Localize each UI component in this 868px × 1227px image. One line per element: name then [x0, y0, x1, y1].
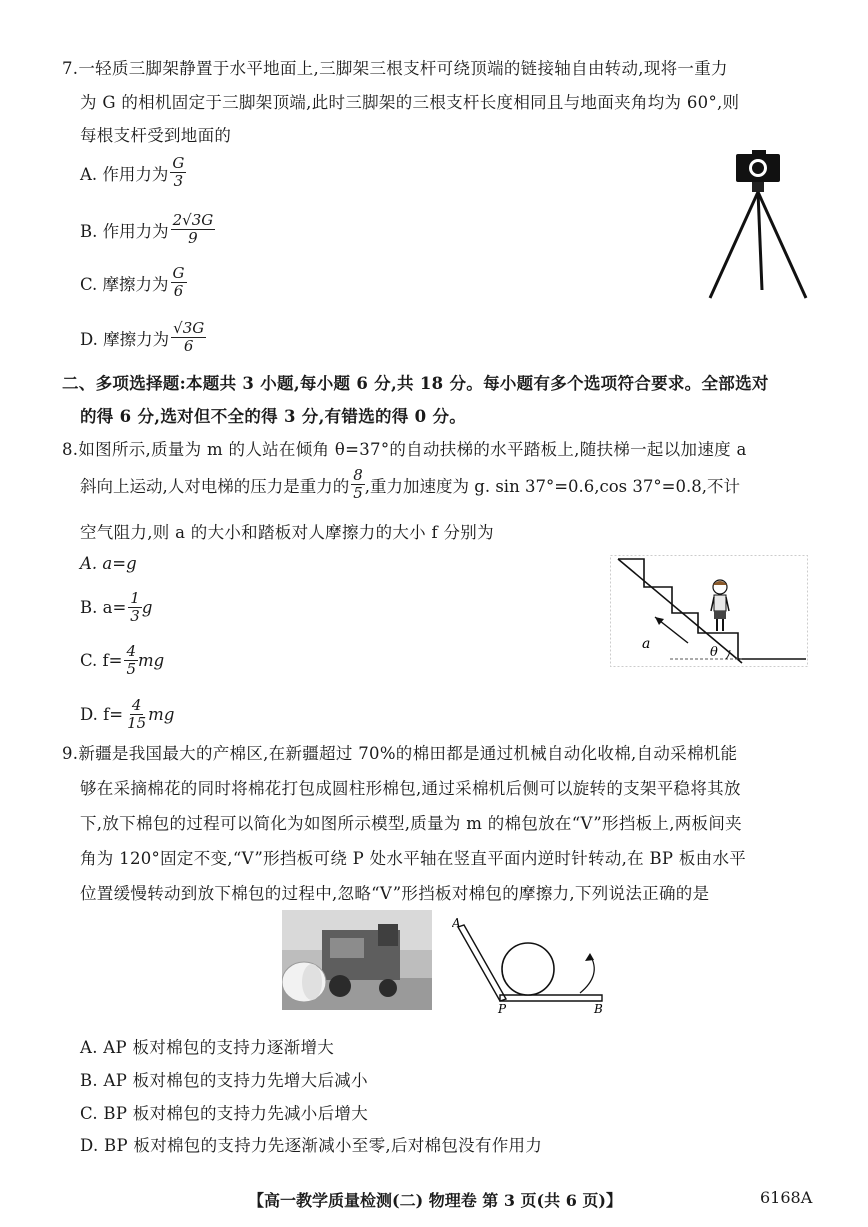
q7-option-a-label: A. 作用力为 [80, 164, 169, 184]
fraction-numerator: 4 [126, 642, 137, 660]
q8-stem-line2 [80, 467, 740, 502]
q9-option-c: C. BP 板对棉包的支持力先减小后增大 [80, 1104, 368, 1123]
theta-label: θ [710, 645, 718, 660]
cotton-picker-photo [282, 910, 432, 1010]
escalator-figure [610, 555, 808, 667]
q7-stem-line3: 每根支杆受到地面的 [80, 126, 232, 145]
q9-stem-line2: 够在采摘棉花的同时将棉花打包成圆柱形棉包,通过采棉机后侧可以旋转的支架平稳将其放 [80, 779, 741, 798]
fraction-numerator: G [172, 264, 185, 282]
q8-option-b [80, 590, 152, 625]
page-footer: 【高一教学质量检测(二) 物理卷 第 3 页(共 6 页)】 [248, 1191, 622, 1210]
q7-option-a-fraction [170, 155, 186, 190]
q8-option-d-suffix: mg [148, 705, 175, 724]
fraction-numerator: √3G [173, 319, 205, 337]
tripod-camera-figure [700, 150, 820, 302]
point-b-label: B [594, 1002, 603, 1015]
q7-option-c [80, 265, 187, 300]
figure-frame [611, 556, 808, 667]
fraction-numerator: 8 [353, 466, 363, 484]
fraction-denominator: 6 [173, 282, 184, 300]
ap-board [458, 925, 506, 1001]
fraction-denominator: 6 [183, 337, 194, 355]
q8-option-c-label: C. f= [80, 651, 123, 670]
q8-option-c-suffix: mg [138, 651, 165, 670]
point-a-label: A [452, 916, 461, 930]
q8-option-a-label: A. a=g [80, 554, 137, 573]
bp-board [500, 995, 602, 1001]
acceleration-label: a [642, 636, 651, 652]
q9-stem-line3: 下,放下棉包的过程可以简化为如图所示模型,质量为 m 的棉包放在“V”形挡板上,两板间夹 [80, 814, 742, 833]
q7-option-d [80, 320, 206, 355]
q8-stem-line3: 空气阻力,则 a 的大小和踏板对人摩擦力的大小 f 分别为 [80, 523, 494, 542]
q8-option-b-label: B. a= [80, 598, 127, 617]
point-p-label: P [498, 1002, 507, 1015]
q8-stem-line1: 8.如图所示,质量为 m 的人站在倾角 θ=37°的自动扶梯的水平踏板上,随扶梯一起以加速度 a [62, 440, 747, 459]
q9-stem-line4: 角为 120°固定不变,“V”形挡板可绕 P 处水平轴在竖直平面内逆时针转动,在 BP 板由水平 [80, 849, 747, 868]
q7-option-c-fraction [171, 265, 187, 300]
q8-stem-line2-start: 斜向上运动,人对电梯的压力是重力的 [80, 476, 350, 496]
fraction-denominator: 3 [130, 607, 140, 625]
q8-stem-line2-end: ,重力加速度为 g. sin 37°=0.6,cos 37°=0.8,不计 [364, 476, 740, 496]
person-figure [711, 580, 729, 631]
section2-heading-line2: 的得 6 分,选对但不全的得 3 分,有错选的得 0 分。 [80, 407, 467, 426]
q8-option-d [80, 697, 174, 732]
fraction-denominator: 3 [173, 172, 184, 190]
q8-option-d-fraction [125, 697, 148, 732]
fraction-denominator: 9 [188, 229, 198, 247]
q9-option-a: A. AP 板对棉包的支持力逐渐增大 [80, 1038, 335, 1057]
q8-option-b-suffix: g [141, 598, 153, 617]
q7-stem-line2: 为 G 的相机固定于三脚架顶端,此时三脚架的三根支杆长度相同且与地面夹角均为 60°,则 [80, 93, 740, 112]
fraction-numerator: 2√3G [172, 211, 214, 229]
q8-option-b-fraction [128, 590, 142, 625]
v-board-model-figure [452, 915, 617, 1015]
q7-option-d-label: D. 摩擦力为 [80, 329, 170, 349]
q9-stem-line5: 位置缓慢转动到放下棉包的过程中,忽略“V”形挡板对棉包的摩擦力,下列说法正确的是 [80, 884, 710, 903]
q9-stem-line1: 9.新疆是我国最大的产棉区,在新疆超过 70%的棉田都是通过机械自动化收棉,自动采棉机能 [62, 744, 738, 763]
q8-option-a [80, 554, 137, 573]
tripod-leg-right [758, 192, 806, 298]
paper-code: 6168A [760, 1188, 813, 1207]
rotation-arrowhead [585, 953, 594, 961]
q8-option-d-label: D. f= [80, 705, 124, 724]
q7-stem-line1: 7.一轻质三脚架静置于水平地面上,三脚架三根支杆可绕顶端的链接轴自由转动,现将一重力 [62, 59, 728, 78]
fraction-numerator: 4 [131, 696, 142, 714]
q9-option-b: B. AP 板对棉包的支持力先增大后减小 [80, 1071, 368, 1090]
q7-option-c-label: C. 摩擦力为 [80, 274, 169, 294]
q7-option-a [80, 155, 186, 190]
tripod-leg-middle [758, 192, 762, 290]
fraction-denominator: 5 [353, 484, 363, 502]
fraction-numerator: G [172, 154, 185, 172]
camera-lens [752, 162, 764, 174]
q8-pressure-fraction [351, 467, 365, 502]
fraction-numerator: 1 [130, 589, 140, 607]
q7-option-b-label: B. 作用力为 [80, 221, 169, 241]
q7-option-d-fraction [171, 320, 206, 355]
q9-option-d: D. BP 板对棉包的支持力先逐渐减小至零,后对棉包没有作用力 [80, 1136, 543, 1155]
q7-option-b [80, 212, 215, 247]
tripod-head [752, 182, 764, 192]
tripod-leg-left [710, 192, 758, 298]
q8-option-c-fraction [124, 643, 138, 678]
section2-heading-line1: 二、多项选择题:本题共 3 小题,每小题 6 分,共 18 分。每小题有多个选项符合要求。全部选对 [62, 374, 769, 393]
fraction-denominator: 15 [127, 714, 147, 732]
camera-flash [752, 150, 766, 156]
q7-option-b-fraction [171, 212, 216, 247]
q8-option-c [80, 643, 164, 678]
cotton-bale-circle [502, 943, 554, 995]
fraction-denominator: 5 [126, 660, 137, 678]
